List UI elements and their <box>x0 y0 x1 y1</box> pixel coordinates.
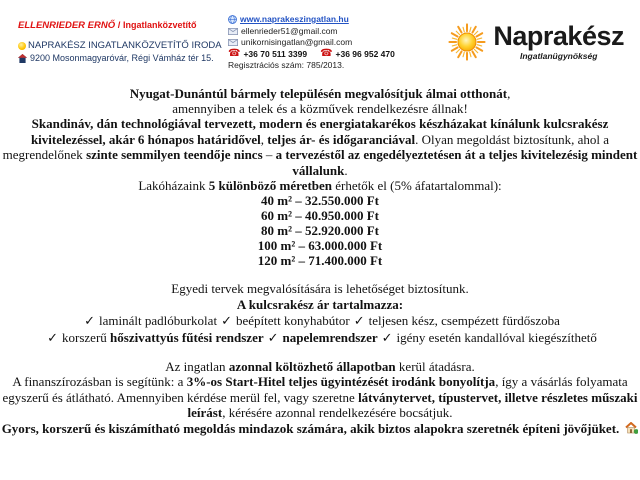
price-item: 120 m² – 71.400.000 Ft <box>257 253 383 268</box>
email-row-secondary <box>228 37 395 49</box>
intro-heading <box>0 86 640 116</box>
email-secondary: unikornisingatlan@gmail.com <box>241 37 353 47</box>
globe-icon <box>228 15 237 24</box>
email-primary: ellenrieder51@gmail.com <box>241 25 338 36</box>
intro-heading-line2: amennyiben a telek és a közművek rendelkezésre állnak! <box>172 101 468 116</box>
logo-text <box>493 22 624 61</box>
agent-role: Ingatlanközvetítő <box>123 20 197 30</box>
feature-text: igény esetén kandallóval kiegészíthető <box>396 330 597 345</box>
offer-seg: . Olyan megoldást biztosítunk, ahol a megrendelőnek <box>2 131 610 162</box>
sun-logo-icon <box>448 23 486 61</box>
features-block <box>0 281 640 347</box>
email-icon <box>228 39 238 46</box>
phone-primary: +36 70 511 3399 <box>243 48 308 59</box>
financing-paragraph <box>0 374 640 421</box>
feature-text: korszerű <box>62 330 111 345</box>
phone-icon: ☎ <box>228 48 241 60</box>
offer-seg: , <box>260 131 268 147</box>
price-item: 40 m² – 32.550.000 Ft <box>261 193 379 208</box>
feature-text: beépített konyhabútor <box>235 313 350 328</box>
phone-icon: ☎ <box>320 48 333 60</box>
office-line <box>18 40 228 51</box>
financing-seg: 3%-os Start-Hitel teljes ügyintézését irodánk bonyolítja <box>186 374 496 389</box>
price-intro-seg: Lakóházaink <box>138 178 209 193</box>
offer-seg: a tervezéstől az engedélyeztetésen át a teljes kivitelezésig mindent vállalunk <box>275 147 638 178</box>
offer-seg: szinte semmilyen teendője nincs <box>86 147 263 162</box>
offer-seg: akár 6 hónapos határidővel <box>108 131 261 147</box>
price-list <box>0 178 640 268</box>
logo-tagline: Ingatlanügynökség <box>519 51 598 61</box>
financing-seg: , kérésére azonnal rendelkezésére bocsátjuk. <box>222 405 453 420</box>
website-row <box>228 14 395 26</box>
sun-icon <box>18 42 26 50</box>
agent-line <box>18 20 228 31</box>
agent-name: ELLENRIEDER ERNŐ <box>18 20 116 31</box>
custom-plans-line: Egyedi tervek megvalósítására is lehetőséget biztosítunk. <box>171 281 469 296</box>
feature-row <box>0 330 640 347</box>
financing-seg: A finanszírozásban is segítünk: a <box>12 374 187 389</box>
feature-text: napelemrendszer <box>282 330 378 345</box>
phone-secondary: +36 96 952 470 <box>335 48 395 59</box>
check-icon: ✓ <box>47 331 59 346</box>
website-link[interactable]: www.naprakeszingatlan.hu <box>240 14 349 24</box>
registration-row <box>228 60 395 72</box>
price-item: 60 m² – 40.950.000 Ft <box>261 208 379 223</box>
handover-note <box>0 359 640 374</box>
flyer-body <box>0 86 640 436</box>
closing-text: Gyors, korszerű és kiszámítható megoldás mindazok számára, akik biztos alapokra szeretnék építeni jövőjüket. <box>1 420 620 436</box>
features-title: A kulcsrakész ár tartalmazza: <box>236 297 404 312</box>
offer-seg: teljes ár- és időgaranciával <box>267 131 416 147</box>
check-icon: ✓ <box>353 314 365 329</box>
offer-seg: Skandináv, dán technológiával tervezett, modern és energiatakarékos készházakat kínálunk kulcsrakész kivitelezéssel, <box>30 116 609 147</box>
feature-text: hőszivattyús fűtési rendszer <box>110 330 264 345</box>
phone-row <box>228 49 395 61</box>
check-icon: ✓ <box>381 331 393 346</box>
logo-name: Naprakész <box>493 21 624 51</box>
house-icon <box>18 54 27 63</box>
handover-seg: Az ingatlan <box>165 359 229 374</box>
check-icon: ✓ <box>84 314 95 329</box>
financing-seg: , így a vásárlás folyamata egyszerű és átlátható. Amennyiben kérdése merül fel, vagy szeretne <box>2 374 628 405</box>
office-name: NAPRAKÉSZ INGATLANKÖZVETÍTŐ IRODA <box>28 40 222 51</box>
offer-seg: . <box>344 162 348 178</box>
handover-seg: azonnal költözhető állapotban <box>228 359 396 374</box>
intro-heading-comma: , <box>507 86 511 101</box>
feature-text: laminált padlóburkolat <box>99 313 218 328</box>
price-item: 80 m² – 52.920.000 Ft <box>261 223 379 238</box>
check-icon: ✓ <box>221 314 232 329</box>
check-icon: ✓ <box>267 331 279 346</box>
intro-heading-bold: Nyugat-Dunántúl bármely településén megvalósítjuk álmai otthonát <box>129 86 508 101</box>
logo <box>448 22 624 61</box>
registration-number: Regisztrációs szám: 785/2013. <box>228 60 345 70</box>
price-item: 100 m² – 63.000.000 Ft <box>257 238 383 253</box>
email-row-primary <box>228 26 395 38</box>
closing-line <box>0 421 640 436</box>
financing-seg: látványtervet, típustervet, illetve részletes műszaki leírást <box>187 389 638 420</box>
price-intro-seg: 5 különböző méretben <box>208 178 332 193</box>
feature-text: teljesen kész, csempézett fürdőszoba <box>368 313 560 328</box>
price-intro-seg: érhetők el (5% áfatartalommal): <box>332 178 502 193</box>
email-icon <box>228 28 238 35</box>
address-line <box>18 53 228 63</box>
feature-row <box>0 313 640 330</box>
header-contact-block <box>228 14 395 72</box>
agent-separator: / <box>115 20 124 31</box>
header-agent-block <box>18 20 228 63</box>
handover-seg: kerül átadásra. <box>395 359 475 374</box>
office-address: 9200 Mosonmagyaróvár, Régi Vámház tér 15. <box>30 53 214 63</box>
house-garden-icon <box>625 422 638 434</box>
offer-seg: – <box>262 147 276 162</box>
offer-paragraph <box>0 116 640 178</box>
price-list-intro <box>0 178 640 193</box>
